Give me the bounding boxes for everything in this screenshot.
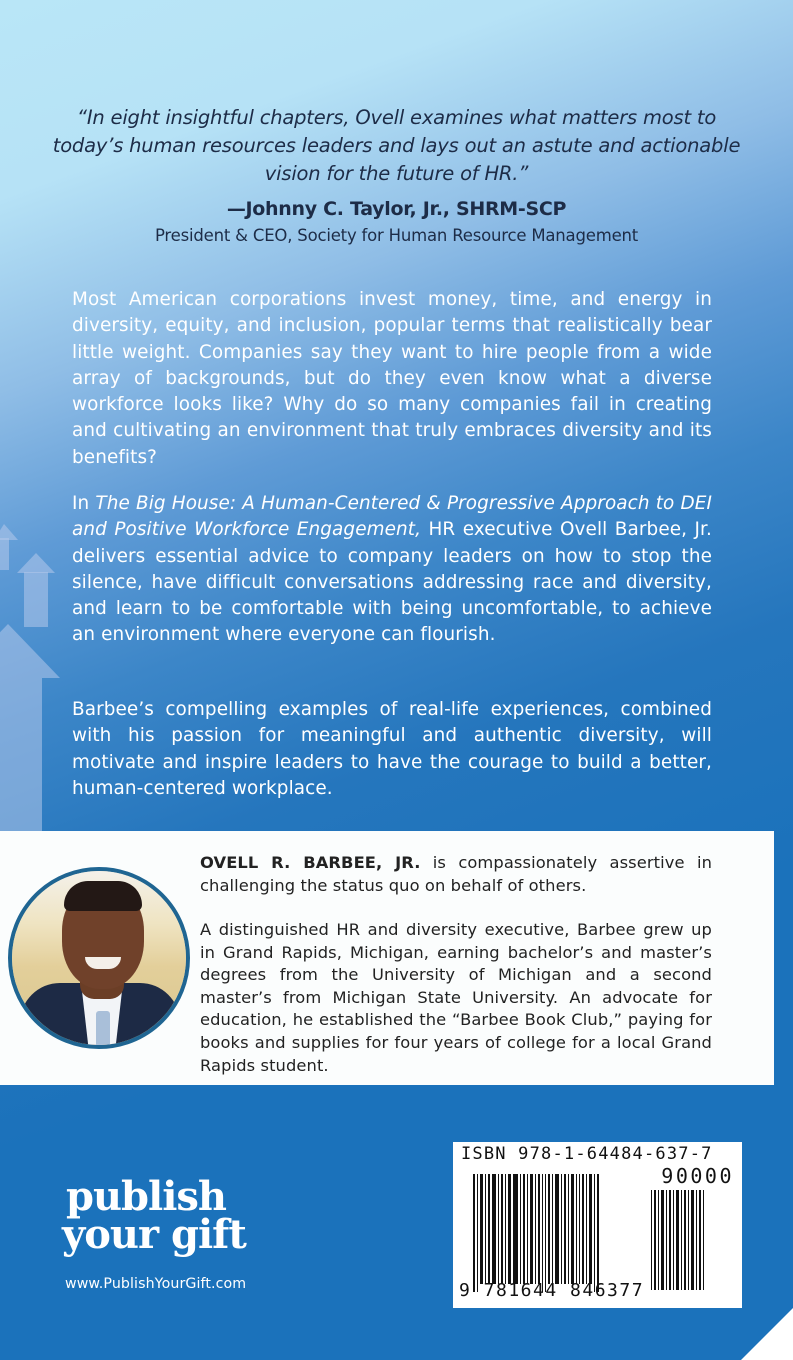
bio-body: A distinguished HR and diversity executive, Barbee grew up in Grand Rapids, Michigan, earning bachelor’s and master’s degrees from the University of Michigan and a second master’s from Michigan State University. An advocate for education, he established the “Barbee Book Club,” paying for books and supplies for four years of college for a local Grand Rapids student. [200,920,712,1075]
ean-digits: 9 781644 846377 [459,1280,645,1301]
isbn-barcode [453,1142,742,1308]
p2-rest: HR executive Ovell Barbee, Jr. delivers essential advice to company leaders on how to stop the silence, have difficult conversations addressing race and diversity, and learn to be comfortable with being uncomfortable, to achieve an environment where everyone can flourish. [72,519,712,646]
logo-line-1: publish [66,1173,227,1220]
endorsement-quote [40,104,753,248]
quote-text: “In eight insightful chapters, Ovell examines what matters most to today’s human resources leaders and lays out an astute and actionable vision for the future of HR.” [52,106,741,185]
publisher-logo [62,1173,282,1258]
logo-line-2: your gift [62,1211,246,1258]
quote-author-title: President & CEO, Society for Human Resource Management [154,226,639,245]
description-paragraph-1: Most American corporations invest money, time, and energy in diversity, equity, and inclusion, popular terms that realistically bear little weight. Companies say they want to hire people from a wide array of backgrounds, but do they even know what a diverse workforce looks like? Why do so many companies fail in creating and cultivating an environment that truly embraces diversity and its benefits? [72,289,712,468]
price-code: 90000 [661,1164,734,1188]
description-paragraph-2 [72,491,712,649]
quote-author: —Johnny C. Taylor, Jr., SHRM-SCP [226,198,567,220]
corner-cut [741,1308,793,1360]
bio-intro-rest: is compassionately assertive in challenging the status quo on behalf of others. [200,853,712,895]
author-name: OVELL R. BARBEE, JR. [200,853,421,872]
addon-bars [651,1190,733,1290]
author-photo [8,867,190,1049]
p2-lead: In [72,493,96,514]
isbn-label: ISBN 978-1-64484-637-7 [461,1144,713,1164]
barcode-bars [473,1174,651,1284]
description-paragraph-3: Barbee’s compelling examples of real-life experiences, combined with his passion for meaningful and authentic diversity, will motivate and inspire leaders to have the courage to build a better, human-centered workplace. [72,699,712,799]
publisher-url: www.PublishYourGift.com [65,1276,247,1292]
book-title: The Big House: A Human-Centered & Progressive Approach to DEI and Positive Workforce Engagement, [72,493,712,541]
bio-intro [200,852,712,897]
